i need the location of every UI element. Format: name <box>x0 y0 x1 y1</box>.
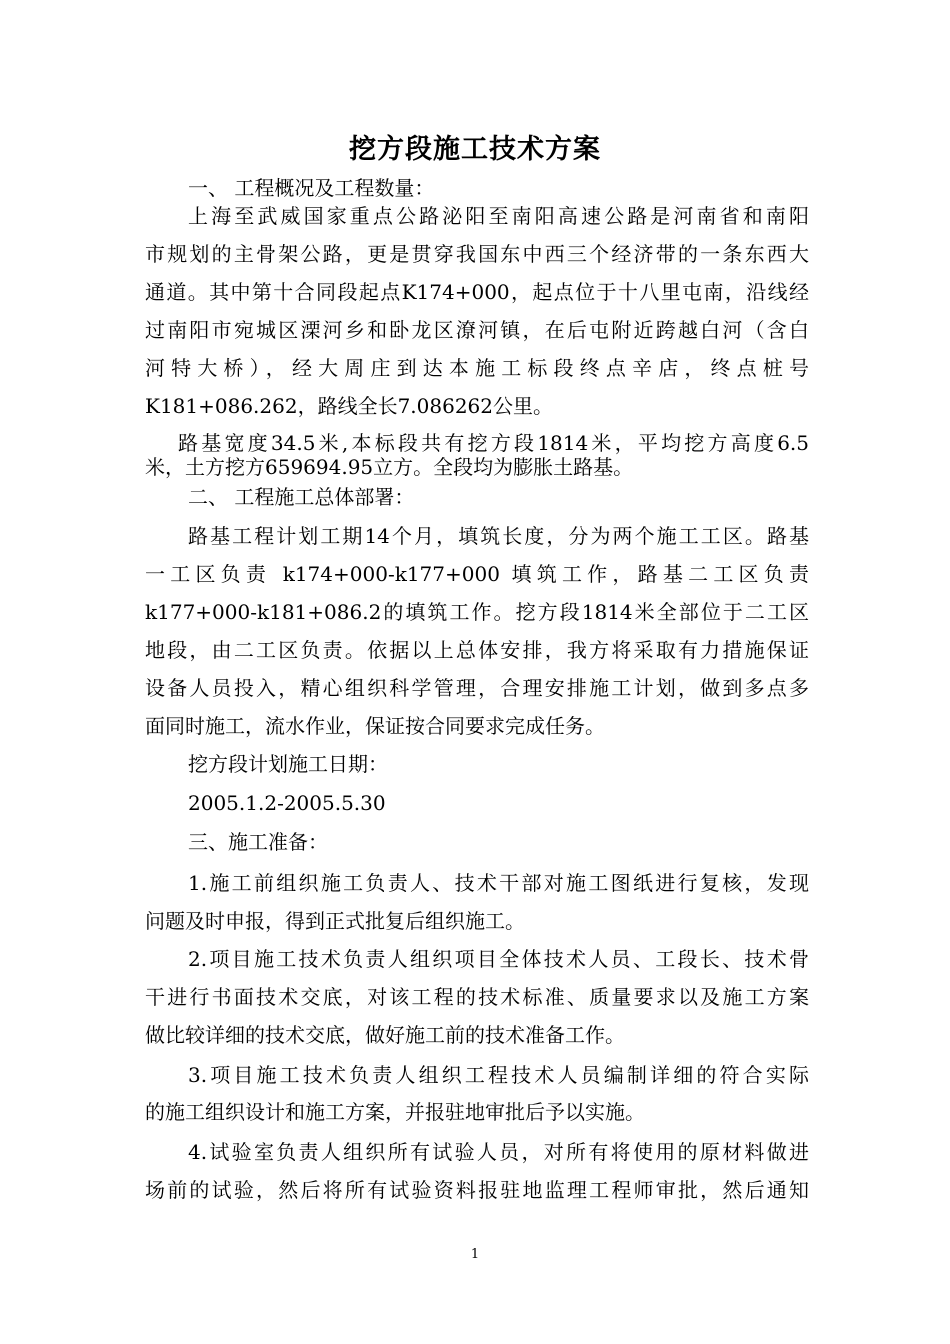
section-heading-2: 二、 工程施工总体部署： <box>188 485 415 509</box>
list-item-line: 4.试验室负责人组织所有试验人员，对所有将使用的原材料做进 <box>188 1140 809 1164</box>
paragraph-line: 河特大桥），经大周庄到达本施工标段终点辛店，终点桩号 <box>145 356 809 380</box>
list-item-line: 1.施工前组织施工负责人、技术干部对施工图纸进行复核，发现 <box>188 871 809 895</box>
paragraph-line: 设备人员投入，精心组织科学管理，合理安排施工计划，做到多点多 <box>145 676 809 700</box>
plan-date-value: 2005.1.2-2005.5.30 <box>188 791 386 815</box>
paragraph-line: 路基工程计划工期14个月，填筑长度，分为两个施工工区。路基 <box>188 524 809 548</box>
section-heading-1: 一、 工程概况及工程数量： <box>188 176 435 200</box>
paragraph-line: k177+000-k181+086.2的填筑工作。挖方段1814米全部位于二工区 <box>145 600 809 624</box>
paragraph-line: 上海至武威国家重点公路泌阳至南阳高速公路是河南省和南阳 <box>188 204 809 228</box>
paragraph-line: 通道。其中第十合同段起点K174+000，起点位于十八里屯南，沿线经 <box>145 280 809 304</box>
plan-date-label: 挖方段计划施工日期： <box>188 752 388 776</box>
list-item-line: 3.项目施工技术负责人组织工程技术人员编制详细的符合实际 <box>188 1063 809 1087</box>
list-item-line: 场前的试验，然后将所有试验资料报驻地监理工程师审批，然后通知 <box>145 1178 809 1202</box>
list-item-line: 2.项目施工技术负责人组织项目全体技术人员、工段长、技术骨 <box>188 947 809 971</box>
paragraph-line: K181+086.262，路线全长7.086262公里。 <box>145 394 554 418</box>
paragraph-line: 地段，由二工区负责。依据以上总体安排，我方将采取有力措施保证 <box>145 638 809 662</box>
paragraph-line: 米，土方挖方659694.95立方。全段均为膨胀土路基。 <box>145 455 634 479</box>
paragraph-line: 面同时施工，流水作业，保证按合同要求完成任务。 <box>145 714 605 738</box>
list-item-line: 的施工组织设计和施工方案，并报驻地审批后予以实施。 <box>145 1100 645 1124</box>
document-title: 挖方段施工技术方案 <box>349 134 601 165</box>
page-number: 1 <box>470 1247 480 1262</box>
list-item-line: 做比较详细的技术交底，做好施工前的技术准备工作。 <box>145 1023 625 1047</box>
list-item-line: 问题及时申报，得到正式批复后组织施工。 <box>145 909 525 933</box>
paragraph-line: 一工区负责 k174+000-k177+000 填筑工作，路基二工区负责 <box>145 562 809 586</box>
paragraph-line: 市规划的主骨架公路，更是贯穿我国东中西三个经济带的一条东西大 <box>145 242 809 266</box>
section-heading-3: 三、施工准备： <box>188 830 328 854</box>
paragraph-line: 过南阳市宛城区溧河乡和卧龙区潦河镇，在后屯附近跨越白河（含白 <box>145 318 809 342</box>
list-item-line: 干进行书面技术交底，对该工程的技术标准、质量要求以及施工方案 <box>145 985 809 1009</box>
paragraph-line: 路基宽度34.5米,本标段共有挖方段1814米，平均挖方高度6.5 <box>178 431 809 455</box>
